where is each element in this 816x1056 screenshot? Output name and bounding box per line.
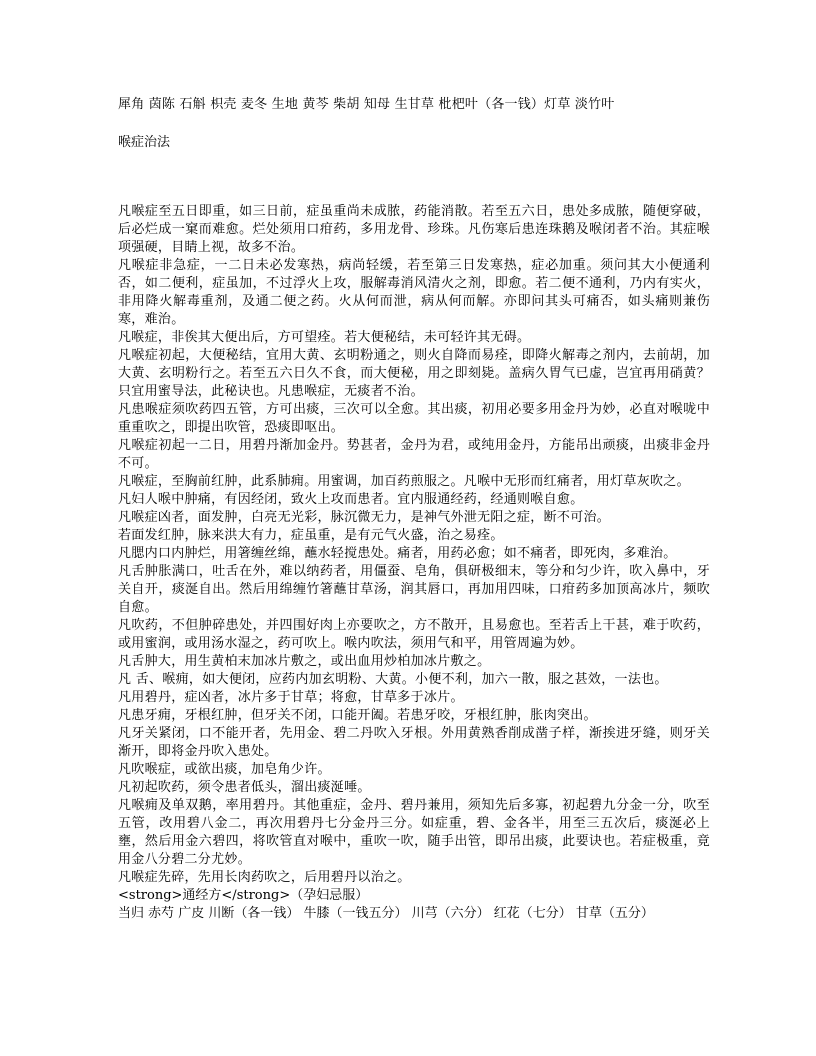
- paragraph: 凡患牙痈，牙根红肿，但牙关不闭，口能开阖。若患牙咬，牙根红肿，胀肉突出。: [118, 708, 597, 723]
- paragraph: 凡喉症初起，大便秘结，宜用大黄、玄明粉通之，则火自降而易痊，即降火解毒之剂内，去前胡，加大黄、玄明粉行之。若至五六日久不食，而大便秘，用之即刻毙。盖病久胃气已虚，岂宜再用硝黄？只宜用蜜导法，此秘诀也。凡患喉症，无痰者不治。: [118, 348, 710, 399]
- formula-title: <strong>通经方</strong>（孕妇忌服）: [118, 888, 369, 903]
- paragraph: 凡用碧丹，症凶者，冰片多于甘草；将愈，甘草多于冰片。: [118, 690, 464, 705]
- paragraph: 凡舌肿胀满口，吐舌在外，难以纳药者，用僵蚕、皂角，俱研极细末，等分和匀少许，吹入鼻中，牙关自开，痰涎自出。然后用绵缠竹箸蘸甘草汤，润其唇口，再加用四味，口疳药多加顶高冰片，频吹自愈。: [118, 564, 710, 615]
- paragraph: 凡喉症非急症，一二日未必发寒热，病尚轻缓，若至第三日发寒热，症必加重。须问其大小便通利否，如二便利，症虽加，不过浮火上攻，服解毒消风清火之剂，即愈。若二便不通利，乃内有实火，非用降火解毒重剂，及通二便之药。火从何而泄，病从何而解。亦即问其头可痛否，如头痛则兼伤寒，难治。: [118, 258, 710, 327]
- paragraph: 凡喉症初起一二日，用碧丹渐加金丹。势甚者，金丹为君，或纯用金丹，方能吊出顽痰，出痰非金丹不可。: [118, 438, 710, 471]
- paragraph: 凡喉症，非俟其大便出后，方可望痊。若大便秘结，未可轻许其无碍。: [118, 330, 531, 345]
- paragraph: 凡初起吹药，须令患者低头，溜出痰涎唾。: [118, 780, 371, 795]
- paragraph: 凡舌肿大，用生黄柏末加冰片敷之，或出血用炒柏加冰片敷之。: [118, 654, 491, 669]
- paragraph: 凡喉症凶者，面发肿，白亮无光彩，脉沉微无力，是神气外泄无阳之症，断不可治。: [118, 510, 611, 525]
- paragraph: 凡患喉症须吹药四五管，方可出痰，三次可以全愈。其出痰，初用必要多用金丹为妙，必直对喉咙中重重吹之，即提出吹管，恐痰即呕出。: [118, 402, 710, 435]
- paragraph: 凡喉痈及单双鹅，率用碧丹。其他重症，金丹、碧丹兼用，须知先后多寡，初起碧九分金一分，吹至五管，改用碧八金二，再次用碧丹七分金丹三分。如症重，碧、金各半，用至三五次后，痰涎必上壅，然后用金六碧四，将吹管直对喉中，重吹一吹，随手出管，即吊出痰，此要诀也。若症极重，竟用金八分碧二分尤妙。: [118, 798, 710, 867]
- paragraph: 凡牙关紧闭，口不能开者，先用金、碧二丹吹入牙根。外用黄熟香削成凿子样，渐挨进牙缝，则牙关渐开，即将金丹吹入患处。: [118, 726, 710, 759]
- paragraph: 凡吹药，不但肿碎患处，并四围好肉上亦要吹之，方不散开，且易愈也。至若舌上干甚，难于吹药，或用蜜润，或用汤水湿之，药可吹上。喉内吹法，须用气和平，用管周遍为妙。: [118, 618, 710, 651]
- section-heading: 喉症治法: [118, 135, 171, 150]
- document-body: [118, 203, 710, 923]
- paragraph: 凡腮内口内肿烂，用箸缠丝绵，蘸水轻搅患处。痛者，用药必愈；如不痛者，即死肉，多难治。: [118, 546, 677, 561]
- paragraph: 若面发红肿，脉来洪大有力，症虽重，是有元气火盛，治之易痊。: [118, 528, 504, 543]
- paragraph: 凡吹喉症，或欲出痰，加皂角少许。: [118, 762, 331, 777]
- paragraph: 凡喉症，至胸前红肿，此系肺痈。用蜜调，加百药煎服之。凡喉中无形而红痛者，用灯草灰吹之。: [118, 474, 690, 489]
- paragraph: 凡喉症至五日即重，如三日前，症虽重尚未成脓，药能消散。若至五六日，患处多成脓，随便穿破，后必烂成一窠而难愈。烂处须用口疳药，多用龙骨、珍珠。凡伤寒后患连珠鹅及喉闭者不治。其症喉项强硬，目睛上视，故多不治。: [118, 204, 710, 255]
- paragraph: 凡妇人喉中肿痛，有因经闭，致火上攻而患者。宜内服通经药，经通则喉自愈。: [118, 492, 584, 507]
- paragraph: 凡喉症先碎，先用长肉药吹之，后用碧丹以治之。: [118, 870, 411, 885]
- formula-ingredients: 当归 赤芍 广皮 川断（各一钱） 牛膝（一钱五分） 川芎（六分） 红花（七分） 甘草（五分）: [118, 906, 654, 921]
- herb-list: 犀角 茵陈 石斛 枳壳 麦冬 生地 黄芩 柴胡 知母 生甘草 枇杷叶（各一钱）灯草 淡竹叶: [118, 97, 615, 112]
- paragraph: 凡 舌、喉痈，如大便闭，应药内加玄明粉、大黄。小便不利，加六一散，服之甚效，一法也。: [118, 672, 668, 687]
